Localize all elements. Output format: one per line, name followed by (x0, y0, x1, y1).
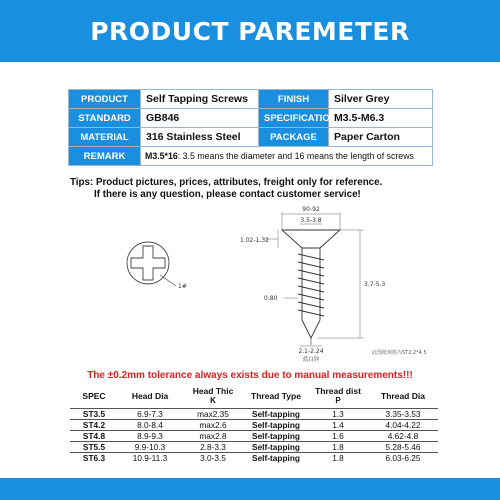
tips-line-2: If there is any question, please contact customer service! (94, 189, 361, 200)
spec-header-row (70, 384, 438, 408)
spec-header: Thread dist P (308, 384, 368, 408)
param-value: Self Tapping Screws (141, 90, 259, 109)
dim-length: 3.7-5.3 (364, 281, 386, 288)
table-row: ST4.8 8.9-9.3 max2.8 Self-tapping 1.6 4.62-4.8 (70, 430, 438, 441)
param-value: M3.5-M6.3 (329, 109, 433, 128)
dim-head-thickness: 1.02-1.32 (240, 237, 269, 244)
param-label: SPECIFICATION (259, 109, 329, 128)
param-value: Silver Grey (329, 90, 433, 109)
drawing-caption: 此图纸规格为ST2.2*4.5 (372, 350, 427, 356)
param-row-standard (69, 109, 433, 128)
dim-tip: 2.1-2.24 (298, 348, 324, 355)
spec-table (70, 384, 438, 463)
table-row: ST3.5 6.9-7.3 max2.35 Self-tapping 1.3 3.35-3.53 (70, 408, 438, 419)
table-row: ST4.2 8.0-8.4 max2.6 Self-tapping 1.4 4.04-4.22 (70, 419, 438, 430)
spec-header: Head Thic K (182, 384, 244, 408)
tips-line-1: Tips: Product pictures, prices, attributes, freight only for reference. (70, 177, 383, 188)
screw-drawing (0, 200, 500, 370)
table-row: ST6.3 10.9-11.3 3.0-3.5 Self-tapping 1.8 6.03-6.25 (70, 452, 438, 463)
param-row-product (69, 90, 433, 109)
spec-header: Head Dia (118, 384, 182, 408)
parameter-table (68, 89, 433, 166)
param-label: PACKAGE (259, 128, 329, 147)
param-label: STANDARD (69, 109, 141, 128)
param-value: Paper Carton (329, 128, 433, 147)
remark-text: : 3.5 means the diameter and 16 means the length of screws (177, 151, 414, 161)
page-header (0, 0, 500, 62)
param-value: 316 Stainless Steel (141, 128, 259, 147)
dim-head-angle: 90-92 (302, 206, 320, 213)
spec-header: Thread Dia (368, 384, 438, 408)
remark-label: REMARK (69, 147, 141, 166)
dim-tip-note: 蓝白锌 (302, 357, 320, 363)
screw-side-view (282, 230, 340, 345)
param-value: GB846 (141, 109, 259, 128)
spec-header: SPEC (70, 384, 118, 408)
param-row-remark (69, 147, 433, 166)
dim-pitch: 0.80 (264, 295, 278, 302)
tips-note (70, 177, 490, 201)
tolerance-note: The ±0.2mm tolerance always exists due to manual measurements!!! (87, 370, 413, 381)
spec-header: Thread Type (244, 384, 308, 408)
param-label: FINISH (259, 90, 329, 109)
page-title: PRODUCT PAREMETER (90, 16, 410, 46)
page-footer-bar (0, 478, 500, 500)
circle-mark: 1# (178, 283, 187, 290)
remark-value (141, 147, 433, 166)
param-label: PRODUCT (69, 90, 141, 109)
dim-head-width: 3.5-3.8 (300, 217, 322, 224)
dimension-lines (264, 212, 364, 346)
param-label: MATERIAL (69, 128, 141, 147)
remark-code: M3.5*16 (145, 151, 178, 161)
param-row-material (69, 128, 433, 147)
head-top-view (127, 242, 176, 286)
table-row: ST5.5 9.9-10.3 2.8-3.3 Self-tapping 1.8 5.28-5.46 (70, 441, 438, 452)
